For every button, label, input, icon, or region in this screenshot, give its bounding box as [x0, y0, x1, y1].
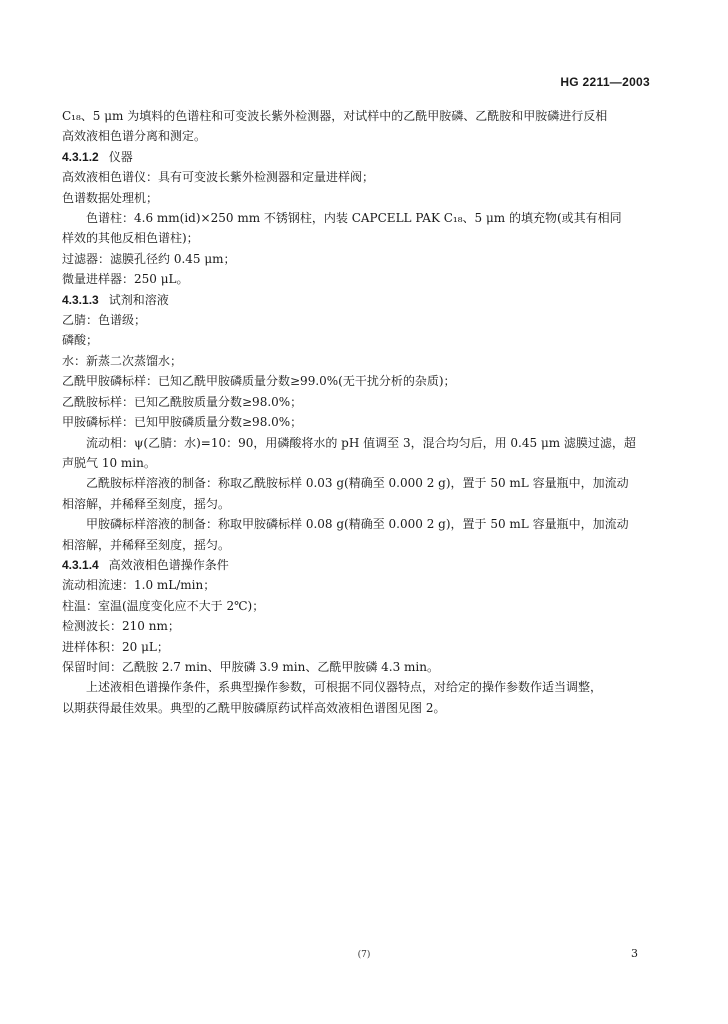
section-title: 仪器 — [108, 149, 133, 164]
text-line: 甲胺磷标样：已知甲胺磷质量分数≥98.0%； — [62, 415, 303, 430]
text-line: 上述液相色谱操作条件，系典型操作参数，可根据不同仪器特点，对给定的操作参数作适当调整， — [86, 680, 603, 695]
text-line: 色谱数据处理机； — [62, 190, 159, 205]
text-line: 样效的其他反相色谱柱)； — [62, 231, 199, 246]
section-title: 高效液相色谱操作条件 — [108, 557, 229, 572]
text-line: 过滤器：滤膜孔径约 0.45 μm； — [62, 251, 236, 266]
section-number: 4.3.1.3 — [62, 292, 99, 307]
text-line: 以期获得最佳效果。典型的乙酰甲胺磷原药试样高效液相色谱图见图 2。 — [62, 700, 446, 715]
text-line: 进样体积：20 μL； — [62, 639, 169, 654]
text-line: 微量进样器：250 μL。 — [62, 272, 189, 287]
section-heading-4313 — [62, 290, 656, 310]
text-line: 相溶解，并稀释至刻度，摇匀。 — [62, 537, 231, 552]
text-line: 高效液相色谱仪：具有可变波长紫外检测器和定量进样阀； — [62, 170, 375, 185]
text-line: 甲胺磷标样溶液的制备：称取甲胺磷标样 0.08 g(精确至 0.000 2 g)，置于 50 mL 容量瓶中，加流动 — [86, 517, 629, 532]
text-line: 乙腈：色谱级； — [62, 313, 147, 328]
section-number: 4.3.1.4 — [62, 557, 99, 572]
text-line: 相溶解，并稀释至刻度，摇匀。 — [62, 496, 231, 511]
page-number: 3 — [631, 947, 638, 960]
section-heading-4314 — [62, 555, 656, 575]
text-line: 流动相流速：1.0 mL/min； — [62, 578, 216, 593]
document-body — [62, 106, 656, 718]
text-line: C₁₈、5 μm 为填料的色谱柱和可变波长紫外检测器，对试样中的乙酰甲胺磷、乙酰胺和甲胺磷进行反相 — [62, 109, 608, 123]
text-line: 检测波长：210 nm； — [62, 619, 180, 634]
page-marker: (7) — [357, 950, 371, 960]
text-line: 声脱气 10 min。 — [62, 455, 156, 470]
section-number: 4.3.1.2 — [62, 149, 99, 164]
text-line: 保留时间：乙酰胺 2.7 min、甲胺磷 3.9 min、乙酰甲胺磷 4.3 min。 — [62, 659, 439, 674]
section-heading-4312 — [62, 147, 656, 167]
text-line: 色谱柱：4.6 mm(id)×250 mm 不锈钢柱，内装 CAPCELL PAK C₁₈、5 μm 的填充物(或其有相同 — [86, 211, 622, 226]
text-line: 乙酰胺标样：已知乙酰胺质量分数≥98.0%； — [62, 394, 303, 409]
text-line: 乙酰甲胺磷标样：已知乙酰甲胺磷质量分数≥99.0%(无干扰分析的杂质)； — [62, 374, 456, 389]
section-title: 试剂和溶液 — [108, 292, 169, 307]
text-line: 流动相：ψ(乙腈：水)=10：90，用磷酸将水的 pH 值调至 3，混合均匀后，用 0.45 μm 滤膜过滤，超 — [86, 435, 636, 450]
text-line: 水：新蒸二次蒸馏水； — [62, 353, 183, 368]
text-line: 柱温：室温(温度变化应不大于 2℃)； — [62, 598, 265, 613]
text-line: 乙酰胺标样溶液的制备：称取乙酰胺标样 0.03 g(精确至 0.000 2 g)，置于 50 mL 容量瓶中，加流动 — [86, 476, 629, 491]
text-line: 磷酸； — [62, 333, 99, 348]
text-line: 高效液相色谱分离和测定。 — [62, 129, 207, 144]
standard-code: HG 2211—2003 — [560, 75, 650, 89]
